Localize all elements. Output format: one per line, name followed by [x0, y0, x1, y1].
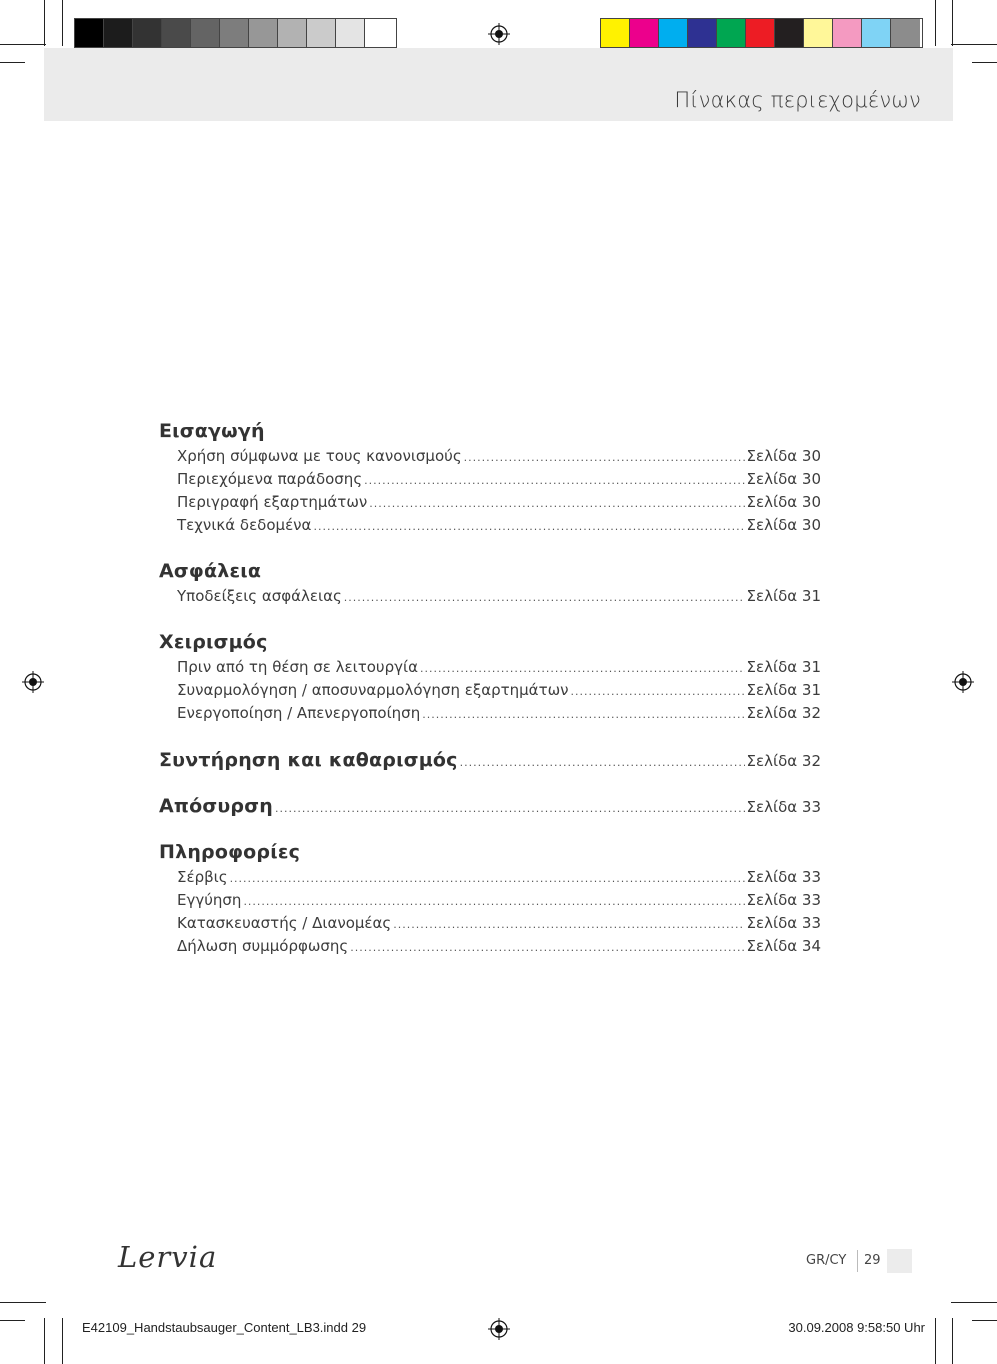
section-heading: Χειρισμός: [159, 631, 268, 653]
process-color-bar: [600, 18, 923, 48]
section-heading: Απόσυρση: [159, 795, 273, 817]
gray-swatch: [249, 19, 278, 47]
gray-swatch: [104, 19, 133, 47]
section-heading: Πληροφορίες: [159, 841, 301, 863]
crop-mark: [972, 1320, 997, 1321]
crop-mark: [951, 1302, 997, 1303]
leader-dots: [571, 680, 745, 703]
page-number: 29: [864, 1253, 881, 1268]
leader-dots: [460, 749, 745, 776]
toc-entry-page: Σελίδα 32: [746, 704, 821, 722]
color-swatch: [659, 19, 688, 47]
crop-mark: [935, 0, 936, 46]
toc-entry-page: Σελίδα 31: [746, 587, 821, 605]
toc-entry-text: Χρήση σύμφωνα με τους κανονισμούς: [177, 447, 462, 465]
crop-mark: [62, 1318, 63, 1364]
toc-entry-page: Σελίδα 31: [746, 681, 821, 699]
toc-entry-page: Σελίδα 33: [746, 914, 821, 932]
leader-dots: [243, 890, 744, 913]
gray-swatch: [220, 19, 249, 47]
leader-dots: [422, 703, 744, 726]
gray-swatch: [162, 19, 191, 47]
leader-dots: [364, 469, 744, 492]
toc-entry[interactable]: [159, 702, 821, 725]
page-title: Πίνακας περιεχομένων: [674, 88, 921, 112]
section-heading: Συντήρηση και καθαρισμός: [159, 749, 458, 771]
leader-dots: [369, 492, 744, 515]
leader-dots: [464, 446, 745, 469]
toc-entry-text: Ενεργοποίηση / Απενεργοποίηση: [177, 704, 421, 722]
toc-section-safety: [159, 558, 821, 608]
color-swatch: [891, 19, 920, 47]
gray-swatch: [307, 19, 336, 47]
language-code: GR/CY: [806, 1253, 847, 1268]
toc-entry-page: Σελίδα 31: [746, 658, 821, 676]
toc-entry[interactable]: [159, 656, 821, 679]
registration-mark-icon: [22, 671, 44, 693]
toc-section-operation: [159, 629, 821, 725]
toc-entry-page: Σελίδα 30: [746, 470, 821, 488]
table-of-contents: [159, 418, 821, 958]
leader-dots: [313, 515, 744, 538]
toc-entry-page: Σελίδα 33: [746, 891, 821, 909]
color-swatch: [746, 19, 775, 47]
color-swatch: [601, 19, 630, 47]
leader-dots: [344, 586, 745, 609]
toc-entry[interactable]: [159, 491, 821, 514]
crop-mark: [44, 0, 45, 46]
toc-entry[interactable]: [159, 514, 821, 537]
toc-entry-text: Τεχνικά δεδομένα: [177, 516, 312, 534]
toc-entry-page: Σελίδα 30: [746, 493, 821, 511]
leader-dots: [230, 867, 745, 890]
toc-entry-text: Εγγύηση: [177, 891, 242, 909]
leader-dots: [350, 936, 744, 959]
gray-swatch: [278, 19, 307, 47]
toc-entry-text: Περιγραφή εξαρτημάτων: [177, 493, 368, 511]
registration-mark-icon: [488, 23, 510, 45]
toc-section-info: [159, 839, 821, 958]
crop-mark: [0, 44, 46, 45]
toc-entry-text: Συναρμολόγηση / αποσυναρμολόγηση εξαρτημάτων: [177, 681, 569, 699]
crop-mark: [952, 1318, 953, 1364]
toc-entry-text: Πριν από τη θέση σε λειτουργία: [177, 658, 418, 676]
toc-entry[interactable]: [159, 468, 821, 491]
crop-mark: [0, 1320, 25, 1321]
crop-mark: [0, 1302, 46, 1303]
toc-entry[interactable]: [159, 912, 821, 935]
color-swatch: [833, 19, 862, 47]
toc-entry-page: Σελίδα 30: [746, 516, 821, 534]
toc-entry-page: Σελίδα 34: [746, 937, 821, 955]
crop-mark: [951, 44, 997, 45]
registration-mark-icon: [488, 1318, 510, 1340]
footer-divider: [857, 1250, 858, 1272]
toc-entry[interactable]: [159, 889, 821, 912]
leader-dots: [393, 913, 744, 936]
brand-logo: Lervia: [118, 1240, 218, 1274]
crop-mark: [0, 62, 25, 63]
toc-section-disposal[interactable]: [159, 793, 821, 820]
toc-entry-page: Σελίδα 33: [746, 868, 821, 886]
crop-mark: [972, 62, 997, 63]
color-swatch: [804, 19, 833, 47]
slug-timestamp: 30.09.2008 9:58:50 Uhr: [788, 1320, 925, 1335]
toc-entry-text: Σέρβις: [177, 868, 228, 886]
leader-dots: [420, 657, 745, 680]
color-swatch: [775, 19, 804, 47]
toc-entry[interactable]: [159, 585, 821, 608]
section-heading: Ασφάλεια: [159, 560, 262, 582]
toc-entry-text: Κατασκευαστής / Διανομέας: [177, 914, 392, 932]
gray-swatch: [75, 19, 104, 47]
registration-mark-icon: [952, 671, 974, 693]
toc-entry-text: Υποδείξεις ασφάλειας: [177, 587, 342, 605]
toc-entry[interactable]: [159, 445, 821, 468]
toc-entry-page: Σελίδα 33: [746, 798, 821, 816]
leader-dots: [275, 795, 745, 822]
crop-mark: [44, 1318, 45, 1364]
section-heading: Εισαγωγή: [159, 420, 265, 442]
grayscale-color-bar: [74, 18, 397, 48]
gray-swatch: [336, 19, 365, 47]
toc-entry-text: Περιεχόμενα παράδοσης: [177, 470, 363, 488]
gray-swatch: [133, 19, 162, 47]
toc-entry-page: Σελίδα 32: [746, 752, 821, 770]
toc-entry[interactable]: [159, 679, 821, 702]
page-tab: [887, 1249, 912, 1273]
toc-entry-page: Σελίδα 30: [746, 447, 821, 465]
color-swatch: [717, 19, 746, 47]
toc-section-maintenance[interactable]: [159, 747, 821, 774]
crop-mark: [952, 0, 953, 46]
toc-entry[interactable]: [159, 935, 821, 958]
crop-mark: [62, 0, 63, 46]
color-swatch: [630, 19, 659, 47]
toc-entry[interactable]: [159, 866, 821, 889]
toc-section-intro: [159, 418, 821, 537]
gray-swatch: [191, 19, 220, 47]
crop-mark: [935, 1318, 936, 1364]
slug-filename: E42109_Handstaubsauger_Content_LB3.indd 29: [82, 1320, 367, 1335]
toc-entry-text: Δήλωση συμμόρφωσης: [177, 937, 349, 955]
gray-swatch: [365, 19, 394, 47]
color-swatch: [862, 19, 891, 47]
color-swatch: [688, 19, 717, 47]
